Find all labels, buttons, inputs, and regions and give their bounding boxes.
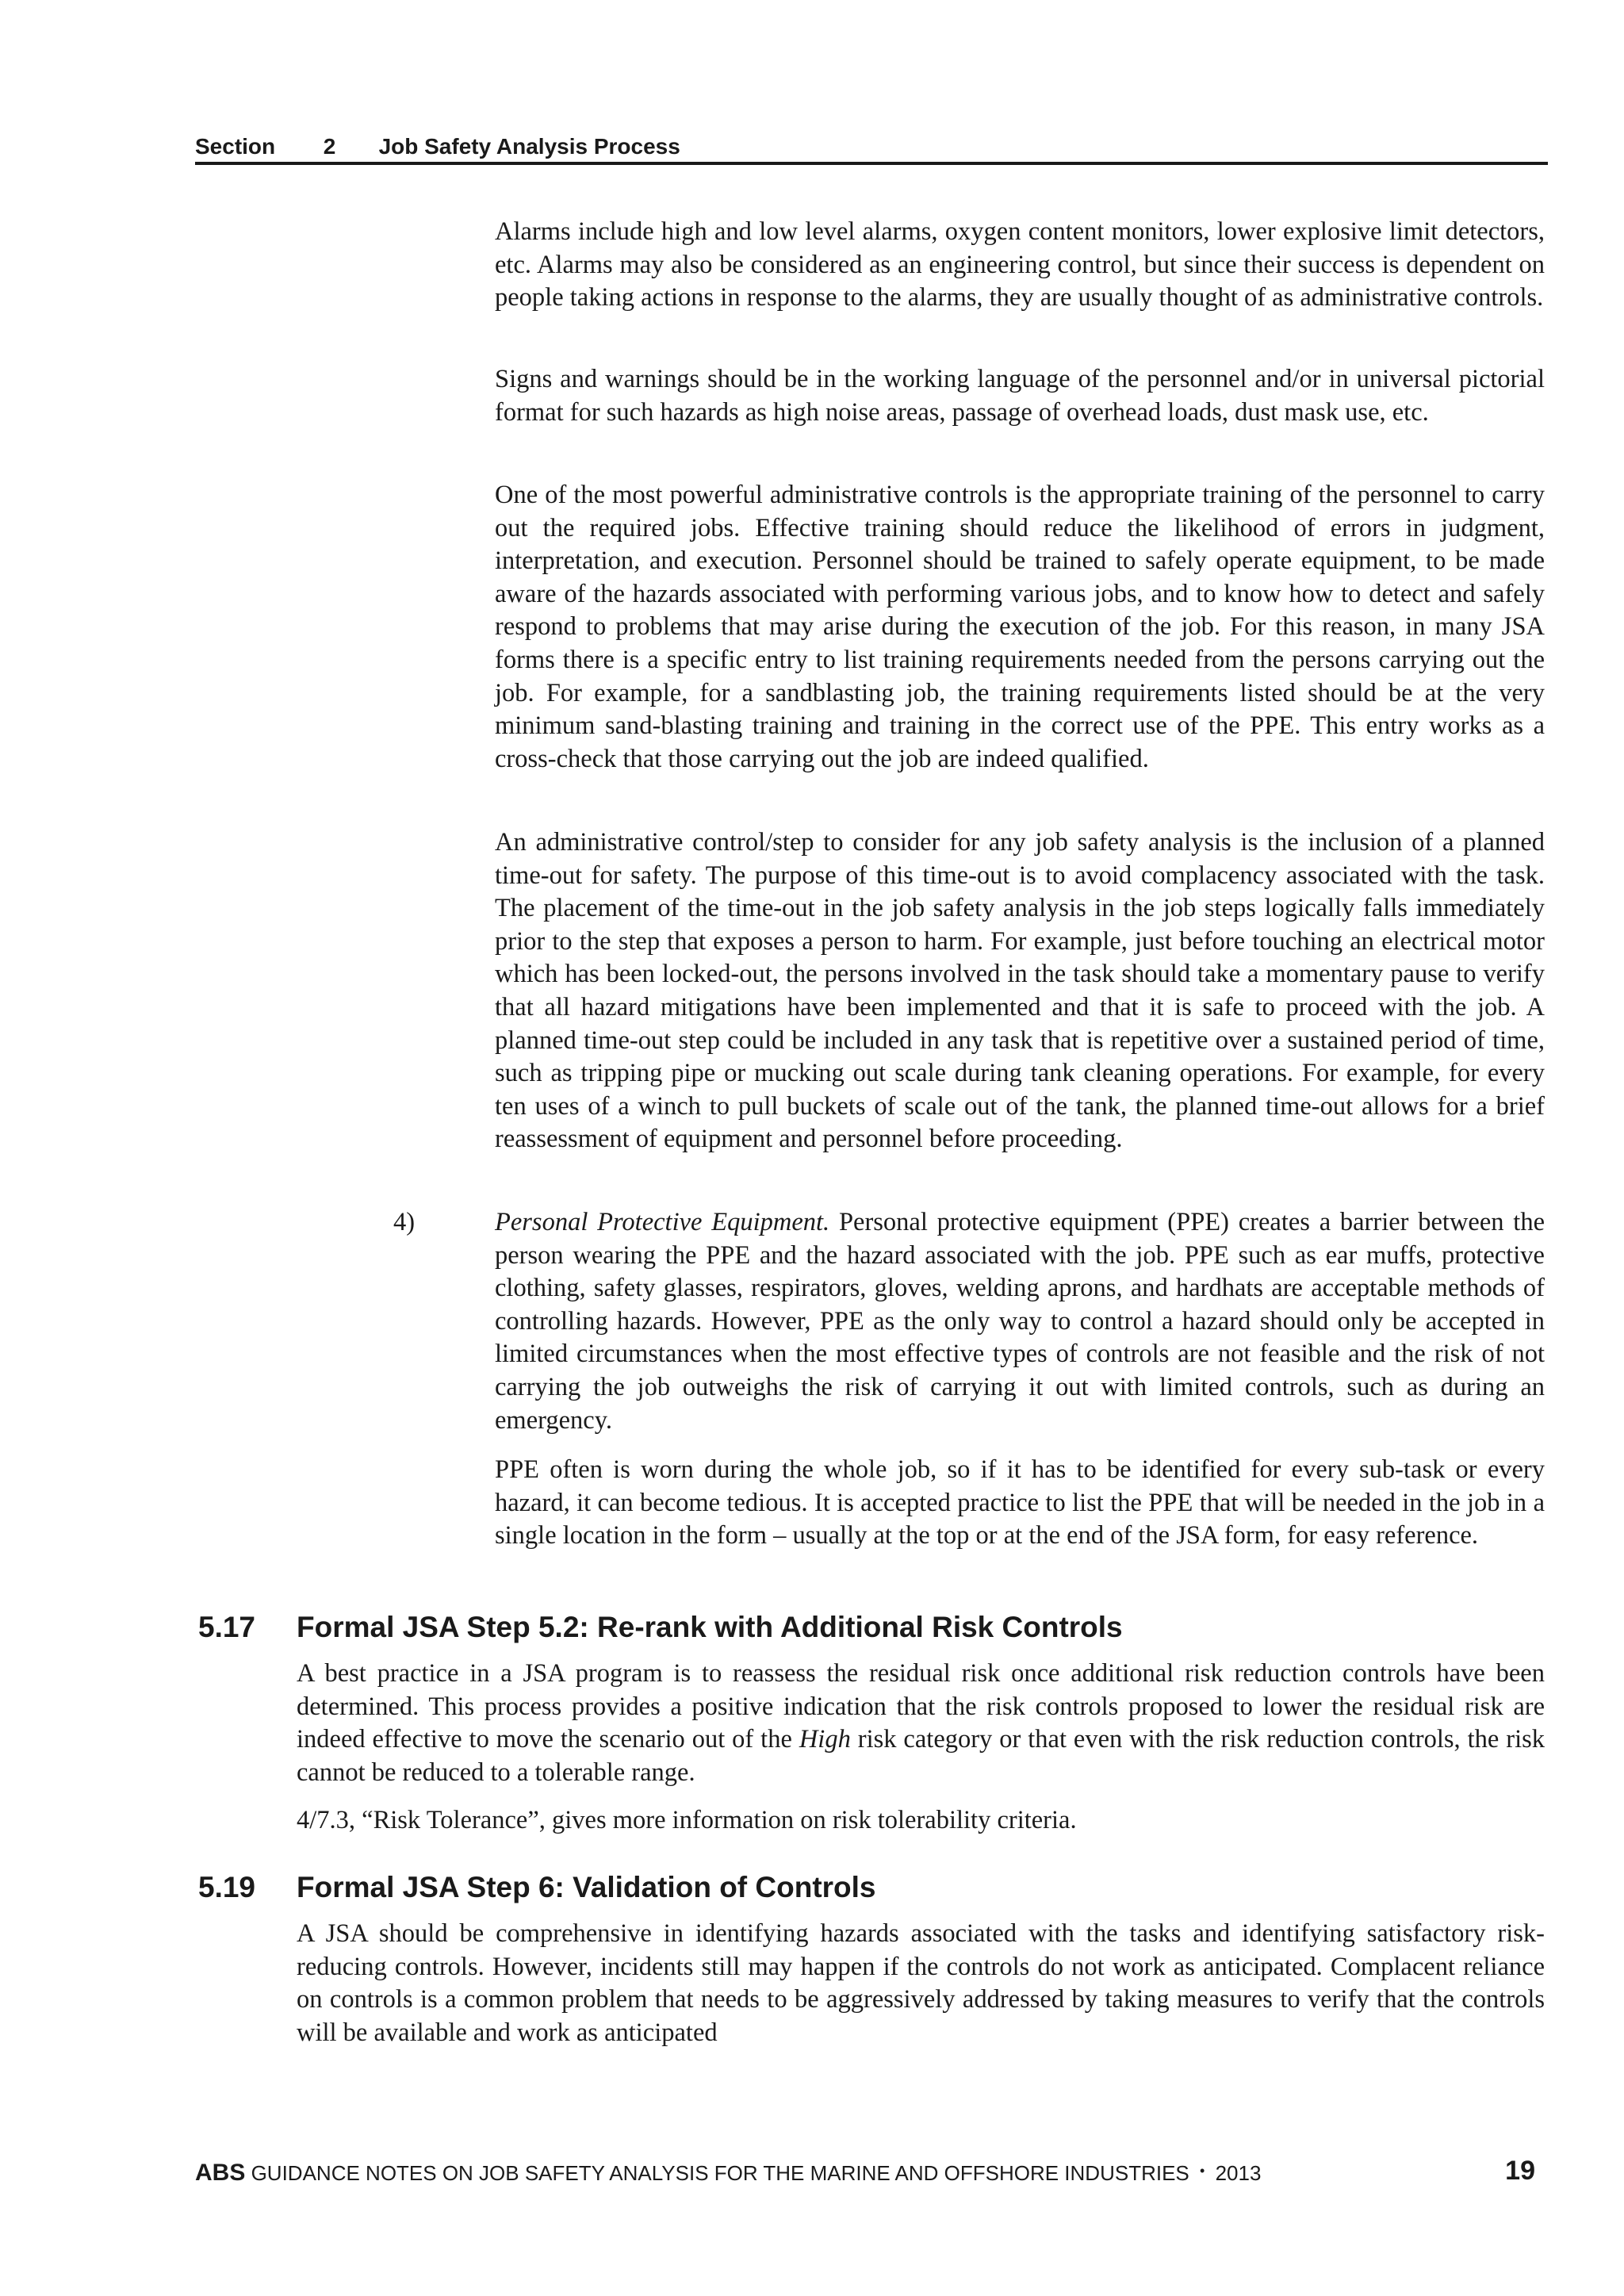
section-number: 2 <box>323 134 336 159</box>
list-number-4: 4) <box>393 1208 416 1236</box>
section-label: Section <box>195 134 276 159</box>
header-rule <box>195 162 1548 165</box>
ppe-title: Personal Protective Equipment. <box>495 1208 830 1236</box>
paragraph-rerank <box>297 1658 1545 1789</box>
paragraph-ppe-worn: PPE often is worn during the whole job, so if it has to be identified for every sub-task or every hazard, it can become tedious. It is accepted practice to list the PPE that will be needed in the job in a single location in the form – usually at the top or at the end of the JSA form, for easy reference. <box>495 1455 1545 1550</box>
footer-year: 2013 <box>1215 2161 1262 2185</box>
paragraph-timeout: An administrative control/step to consider for any job safety analysis is the inclusion of a planned time-out for safety. The purpose of this time-out is to avoid complacency associated with the task. The placement of the time-out in the job safety analysis in the job steps logically falls immediately prior to the step that exposes a person to harm. For example, just before touching an electrical motor which has been locked-out, the persons involved in the task should take a momentary pause to verify that all hazard mitigations have been implemented and that it is safe to proceed with the job. A planned time-out step could be included in any task that is repetitive over a sustained period of time, such as tripping pipe or mucking out scale during tank cleaning operations. For example, for every ten uses of a winch to pull buckets of scale out of the tank, the planned time-out allows for a brief reassessment of equipment and personnel before proceeding. <box>495 828 1545 1154</box>
section-title: Job Safety Analysis Process <box>378 134 680 159</box>
heading-title: Formal JSA Step 6: Validation of Controls <box>297 1871 876 1903</box>
running-footer <box>195 2155 1548 2187</box>
paragraph-ppe <box>495 1206 1545 1437</box>
footer-title: GUIDANCE NOTES ON JOB SAFETY ANALYSIS FOR THE MARINE AND OFFSHORE INDUSTRIES <box>251 2161 1189 2185</box>
heading-5-19 <box>198 1870 876 1905</box>
heading-number: 5.17 <box>198 1611 256 1643</box>
paragraph-training: One of the most powerful administrative controls is the appropriate training of the personnel to carry out the required jobs. Effective training should reduce the likelihood of errors in judgment, interpretation, and execution. Personnel should be trained to safely operate equipment, to be made aware of the hazards associated with performing various jobs, and to know how to detect and safely respond to problems that may arise during the execution of the job. For this reason, in many JSA forms there is a specific entry to list training requirements needed from the persons carrying out the job. For example, for a sandblasting job, the training requirements listed should be at the very minimum sand-blasting training and training in the correct use of the PPE. This entry works as a cross-check that those carrying out the job are indeed qualified. <box>495 481 1545 773</box>
heading-number: 5.19 <box>198 1871 256 1903</box>
paragraph-alarms: Alarms include high and low level alarms, oxygen content monitors, lower explosive limit detectors, etc. Alarms may also be considered as an engineering control, but since their success is dependent on people taking actions in response to the alarms, they are usually thought of as administrative controls. <box>495 217 1545 312</box>
rerank-italic: High <box>799 1725 851 1754</box>
rerank-text-a: A best practice in a JSA program is to reassess the residual risk once additional risk reduction controls have been determined. This process provides a positive indication that the risk controls proposed to lower the residual risk are indeed effective to move the scenario out of the <box>297 1659 1545 1754</box>
heading-title: Formal JSA Step 5.2: Re-rank with Additional Risk Controls <box>297 1611 1123 1643</box>
running-header <box>195 133 1548 160</box>
paragraph-signs: Signs and warnings should be in the working language of the personnel and/or in universal pictorial format for such hazards as high noise areas, passage of overhead loads, dust mask use, etc. <box>495 365 1545 427</box>
ppe-body: Personal protective equipment (PPE) creates a barrier between the person wearing the PPE and the hazard associated with the job. PPE such as ear muffs, protective clothing, safety glasses, respirators, gloves, welding aprons, and hardhats are acceptable methods of controlling hazards. However, PPE as the only way to control a hazard should only be accepted in limited circumstances when the most effective types of controls are not feasible and the risk of not carrying the job outweighs the risk of carrying it out with limited controls, such as during an emergency. <box>495 1208 1545 1435</box>
abs-logo: ABS <box>195 2160 246 2186</box>
footer-bullet: • <box>1200 2163 1205 2179</box>
heading-5-17 <box>198 1610 1123 1645</box>
paragraph-validation: A JSA should be comprehensive in identifying hazards associated with the tasks and identifying satisfactory risk-reducing controls. However, incidents still may happen if the controls do not work as anticipated. Complacent reliance on controls is a common problem that needs to be aggressively addressed by taking measures to verify that the controls will be available and work as anticipated <box>297 1919 1545 2047</box>
page-number: 19 <box>1505 2156 1535 2186</box>
rerank-text-b: risk category or that even with the risk reduction controls, the risk cannot be reduced to a tolerable range. <box>297 1725 1545 1787</box>
paragraph-risk-tolerance: 4/7.3, “Risk Tolerance”, gives more information on risk tolerability criteria. <box>297 1806 1077 1834</box>
